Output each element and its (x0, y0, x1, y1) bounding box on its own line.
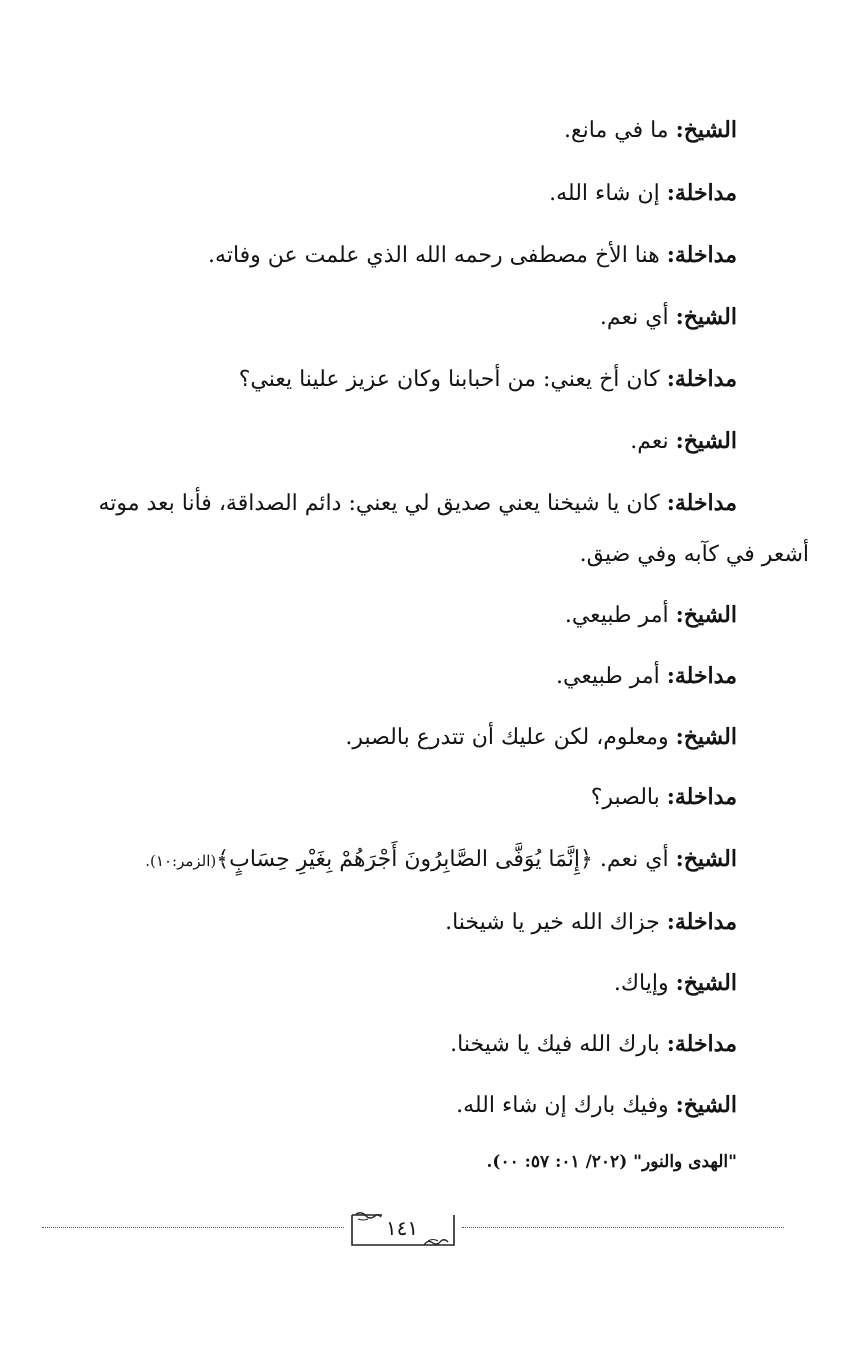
line-text: كان أخ يعني: من أحبابنا وكان عزيز علينا يعني؟ (238, 367, 660, 392)
speaker-label: الشيخ: (675, 602, 737, 628)
line-text: وفيك بارك إن شاء الله. (456, 1093, 669, 1118)
line-text: كان يا شيخنا يعني صديق لي يعني: دائم الصداقة، فأنا بعد موته (98, 491, 660, 516)
dialogue-line (37, 238, 737, 273)
line-text: أمر طبيعي. (564, 603, 669, 628)
line-text: بارك الله فيك يا شيخنا. (450, 1032, 660, 1057)
speaker-label: الشيخ: (675, 428, 737, 454)
speaker-label: الشيخ: (675, 117, 737, 143)
speaker-label: مداخلة: (666, 490, 737, 516)
speaker-label: مداخلة: (666, 242, 737, 268)
speaker-label: مداخلة: (666, 180, 737, 206)
dialogue-line (37, 300, 737, 335)
dialogue-line (0, 842, 737, 878)
verse-reference: (الزمر:١٠). (145, 852, 217, 870)
dialogue-continuation (39, 538, 809, 572)
speaker-label: الشيخ: (675, 1092, 737, 1118)
speaker-label: مداخلة: (666, 784, 737, 810)
speaker-label: مداخلة: (666, 1031, 737, 1057)
line-text: أمر طبيعي. (555, 664, 660, 689)
line-text: بالصبر؟ (590, 785, 660, 810)
speaker-label: الشيخ: (675, 304, 737, 330)
dialogue-line (37, 362, 737, 397)
dialogue-line (37, 113, 737, 148)
dialogue-line (37, 1027, 737, 1062)
dialogue-line (37, 1088, 737, 1123)
line-text: أي نعم. (599, 847, 669, 872)
page-number-frame (348, 1212, 458, 1248)
dialogue-line (37, 659, 737, 694)
speaker-label: الشيخ: (675, 970, 737, 996)
dialogue-line (37, 176, 737, 211)
footer-rule-right (462, 1227, 784, 1228)
line-text: ومعلوم، لكن عليك أن تتدرع بالصبر. (345, 725, 669, 750)
line-text: هنا الأخ مصطفى رحمه الله الذي علمت عن وفاته. (208, 243, 660, 268)
source-citation: "الهدى والنور" (٢٠٢/ ٠١: ٥٧: ٠٠). (486, 1152, 737, 1172)
dialogue-line (37, 424, 737, 459)
dialogue-line (37, 966, 737, 1001)
line-text: أي نعم. (599, 305, 669, 330)
speaker-label: مداخلة: (666, 366, 737, 392)
page-number: ١٤١ (385, 1216, 419, 1240)
dialogue-line (37, 780, 737, 815)
line-text: وإياك. (613, 971, 669, 996)
speaker-label: مداخلة: (666, 663, 737, 689)
dialogue-line (37, 486, 737, 521)
dialogue-line (37, 905, 737, 940)
dialogue-line (37, 720, 737, 755)
quran-verse: ﴿إِنَّمَا يُوَفَّى الصَّابِرُونَ أَجْرَهُمْ بِغَيْرِ حِسَابٍ﴾ (216, 847, 593, 872)
line-text: جزاك الله خير يا شيخنا. (445, 910, 660, 935)
line-text: أشعر في كآبه وفي ضيق. (579, 542, 809, 567)
line-text: إن شاء الله. (549, 181, 660, 206)
line-text: ما في مانع. (563, 118, 669, 143)
line-text: نعم. (630, 429, 669, 454)
speaker-label: الشيخ: (675, 724, 737, 750)
speaker-label: مداخلة: (666, 909, 737, 935)
footer-rule-left (42, 1227, 344, 1228)
speaker-label: الشيخ: (675, 846, 737, 872)
dialogue-line (37, 598, 737, 633)
